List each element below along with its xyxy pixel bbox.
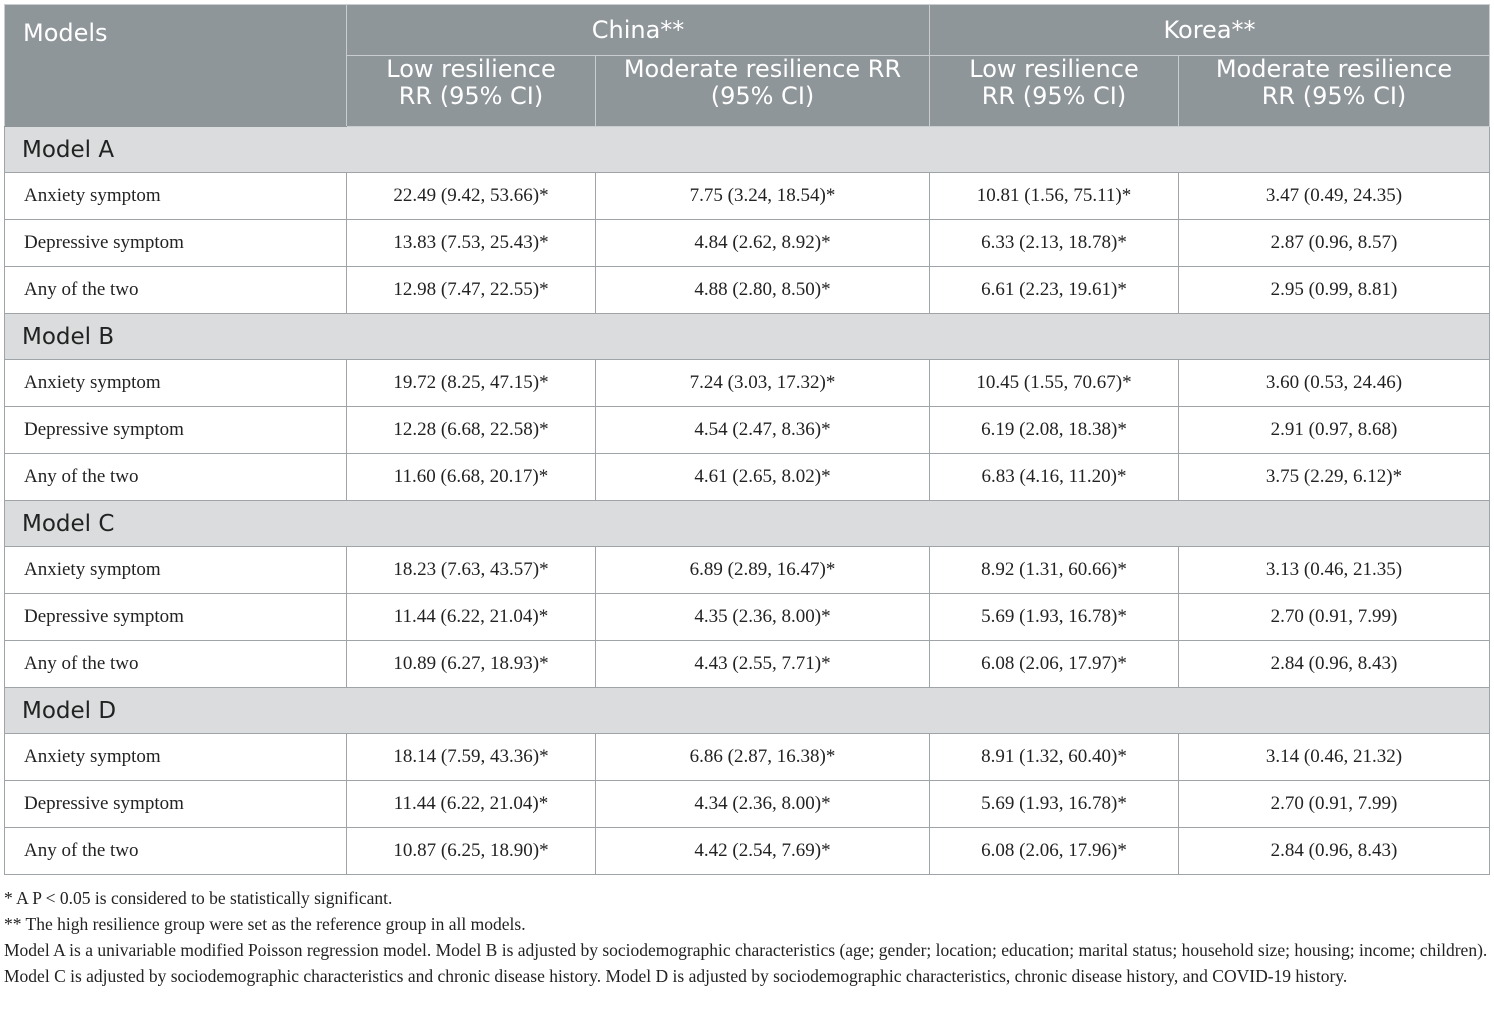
table-cell: 8.92 (1.31, 60.66)* (930, 547, 1179, 594)
table-cell: 4.35 (2.36, 8.00)* (596, 594, 930, 641)
table-cell: 2.70 (0.91, 7.99) (1179, 594, 1490, 641)
table-cell: 6.61 (2.23, 19.61)* (930, 267, 1179, 314)
resilience-rr-table (4, 4, 1490, 875)
table-cell: 2.84 (0.96, 8.43) (1179, 828, 1490, 875)
table-cell: 2.95 (0.99, 8.81) (1179, 267, 1490, 314)
table-row (5, 828, 1490, 875)
table-cell: 4.84 (2.62, 8.92)* (596, 220, 930, 267)
table-cell: 2.70 (0.91, 7.99) (1179, 781, 1490, 828)
korea-low-resilience-header (930, 56, 1179, 127)
table-cell: 8.91 (1.32, 60.40)* (930, 734, 1179, 781)
table-cell: 3.47 (0.49, 24.35) (1179, 173, 1490, 220)
header-line: Moderate resilience (1215, 55, 1453, 83)
model-section-row (5, 314, 1490, 360)
table-row (5, 220, 1490, 267)
table-cell: 10.45 (1.55, 70.67)* (930, 360, 1179, 407)
table-cell: 2.87 (0.96, 8.57) (1179, 220, 1490, 267)
china-group-header: China** (347, 5, 930, 56)
table-row (5, 781, 1490, 828)
model-section-row (5, 501, 1490, 547)
model-name: Model B (5, 314, 1490, 360)
table-cell: 10.89 (6.27, 18.93)* (347, 641, 596, 688)
row-label: Anxiety symptom (5, 173, 347, 220)
table-cell: 12.98 (7.47, 22.55)* (347, 267, 596, 314)
table-cell: 6.33 (2.13, 18.78)* (930, 220, 1179, 267)
model-name: Model A (5, 127, 1490, 173)
table-cell: 18.14 (7.59, 43.36)* (347, 734, 596, 781)
row-label: Anxiety symptom (5, 360, 347, 407)
table-cell: 3.60 (0.53, 24.46) (1179, 360, 1490, 407)
table-cell: 2.84 (0.96, 8.43) (1179, 641, 1490, 688)
row-label: Depressive symptom (5, 220, 347, 267)
china-moderate-resilience-header (596, 56, 930, 127)
table-cell: 6.86 (2.87, 16.38)* (596, 734, 930, 781)
table-row (5, 360, 1490, 407)
header-line: Low resilience (969, 55, 1139, 83)
table-cell: 6.83 (4.16, 11.20)* (930, 454, 1179, 501)
results-table-container (4, 4, 1489, 989)
table-cell: 4.54 (2.47, 8.36)* (596, 407, 930, 454)
models-column-header: Models (5, 5, 347, 127)
table-cell: 6.08 (2.06, 17.96)* (930, 828, 1179, 875)
model-name: Model D (5, 688, 1490, 734)
footnote-reference-group: ** The high resilience group were set as the reference group in all models. (4, 914, 526, 934)
table-cell: 6.19 (2.08, 18.38)* (930, 407, 1179, 454)
table-cell: 3.14 (0.46, 21.32) (1179, 734, 1490, 781)
table-cell: 4.34 (2.36, 8.00)* (596, 781, 930, 828)
table-cell: 22.49 (9.42, 53.66)* (347, 173, 596, 220)
table-header-row (5, 5, 1490, 56)
header-line: (95% CI) (710, 82, 815, 110)
table-cell: 10.87 (6.25, 18.90)* (347, 828, 596, 875)
korea-group-header: Korea** (930, 5, 1490, 56)
table-footnotes (4, 885, 1489, 989)
table-cell: 5.69 (1.93, 16.78)* (930, 781, 1179, 828)
table-row (5, 407, 1490, 454)
model-section-row (5, 127, 1490, 173)
header-line: Low resilience (386, 55, 556, 83)
table-cell: 4.43 (2.55, 7.71)* (596, 641, 930, 688)
footnote-model-description: Model A is a univariable modified Poisson regression model. Model B is adjusted by sociodemographic characteristics (age; gender; location; education; marital status; household size; housing; income; children). Model C is adjusted by sociodemographic characteristics and chronic disease history. Model D is adjusted by sociodemographic characteristics, chronic disease history, and COVID-19 history. (4, 940, 1488, 986)
table-cell: 5.69 (1.93, 16.78)* (930, 594, 1179, 641)
row-label: Depressive symptom (5, 594, 347, 641)
table-cell: 18.23 (7.63, 43.57)* (347, 547, 596, 594)
model-section-row (5, 688, 1490, 734)
table-row (5, 547, 1490, 594)
table-cell: 4.42 (2.54, 7.69)* (596, 828, 930, 875)
table-cell: 4.88 (2.80, 8.50)* (596, 267, 930, 314)
table-cell: 10.81 (1.56, 75.11)* (930, 173, 1179, 220)
header-line: RR (95% CI) (1261, 82, 1407, 110)
table-cell: 6.89 (2.89, 16.47)* (596, 547, 930, 594)
row-label: Anxiety symptom (5, 734, 347, 781)
table-cell: 4.61 (2.65, 8.02)* (596, 454, 930, 501)
table-row (5, 173, 1490, 220)
korea-moderate-resilience-header (1179, 56, 1490, 127)
china-low-resilience-header (347, 56, 596, 127)
table-row (5, 641, 1490, 688)
row-label: Any of the two (5, 828, 347, 875)
row-label: Any of the two (5, 641, 347, 688)
row-label: Depressive symptom (5, 781, 347, 828)
footnote-significance: * A P < 0.05 is considered to be statistically significant. (4, 888, 393, 908)
table-row (5, 734, 1490, 781)
table-cell: 11.60 (6.68, 20.17)* (347, 454, 596, 501)
header-line: RR (95% CI) (981, 82, 1127, 110)
header-line: Moderate resilience RR (623, 55, 902, 83)
table-cell: 3.13 (0.46, 21.35) (1179, 547, 1490, 594)
row-label: Any of the two (5, 454, 347, 501)
table-row (5, 454, 1490, 501)
table-cell: 13.83 (7.53, 25.43)* (347, 220, 596, 267)
header-line: RR (95% CI) (398, 82, 544, 110)
row-label: Any of the two (5, 267, 347, 314)
table-cell: 12.28 (6.68, 22.58)* (347, 407, 596, 454)
table-cell: 19.72 (8.25, 47.15)* (347, 360, 596, 407)
row-label: Anxiety symptom (5, 547, 347, 594)
table-row (5, 267, 1490, 314)
row-label: Depressive symptom (5, 407, 347, 454)
table-cell: 11.44 (6.22, 21.04)* (347, 781, 596, 828)
table-row (5, 594, 1490, 641)
table-cell: 3.75 (2.29, 6.12)* (1179, 454, 1490, 501)
table-cell: 6.08 (2.06, 17.97)* (930, 641, 1179, 688)
table-cell: 11.44 (6.22, 21.04)* (347, 594, 596, 641)
table-cell: 7.24 (3.03, 17.32)* (596, 360, 930, 407)
table-cell: 2.91 (0.97, 8.68) (1179, 407, 1490, 454)
table-cell: 7.75 (3.24, 18.54)* (596, 173, 930, 220)
model-name: Model C (5, 501, 1490, 547)
